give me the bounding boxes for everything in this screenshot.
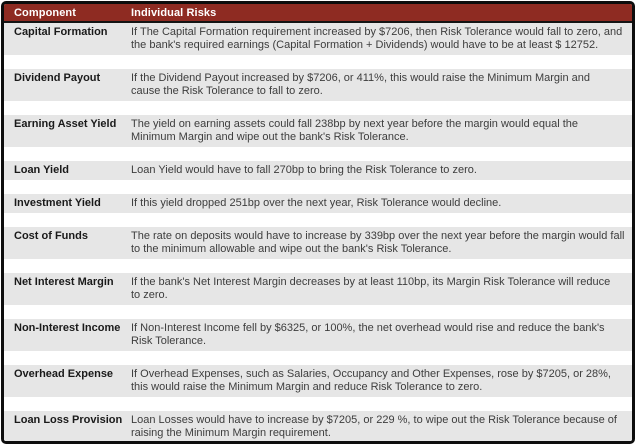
component-label: Capital Formation bbox=[14, 26, 108, 38]
component-label: Overhead Expense bbox=[14, 368, 114, 380]
header-component: Component bbox=[14, 6, 77, 19]
table-row bbox=[4, 227, 632, 259]
table-row bbox=[4, 23, 632, 55]
risk-text bbox=[131, 118, 632, 144]
component-label: Investment Yield bbox=[14, 197, 101, 209]
risk-text bbox=[131, 164, 632, 177]
risk-text bbox=[131, 368, 632, 394]
risk-line: If The Capital Formation requirement increased by $7206, then Risk Tolerance would fall to zero, and bbox=[131, 26, 623, 38]
risk-line: Loan Losses would have to increase by $7205, or 229 %, to wipe out the Risk Tolerance because of bbox=[131, 414, 617, 426]
component-label: Loan Loss Provision bbox=[14, 414, 123, 426]
component-label: Dividend Payout bbox=[14, 72, 101, 84]
risk-text bbox=[131, 414, 632, 440]
component-label: Earning Asset Yield bbox=[14, 118, 117, 130]
risk-line: to zero. bbox=[131, 289, 168, 301]
risk-line: The yield on earning assets could fall 238bp by next year before the margin would equal the bbox=[131, 118, 579, 130]
risk-text bbox=[131, 72, 632, 98]
table-row bbox=[4, 161, 632, 180]
risk-line: the bank's required earnings (Capital Formation + Dividends) would have to be at least $ 12752. bbox=[131, 39, 599, 51]
risk-text bbox=[131, 26, 632, 52]
table-row bbox=[4, 115, 632, 147]
component-label: Net Interest Margin bbox=[14, 276, 114, 288]
risk-line: If the bank's Net Interest Margin decreases by at least 110bp, its Margin Risk Tolerance will reduce bbox=[131, 276, 611, 288]
risk-line: Risk Tolerance. bbox=[131, 335, 206, 347]
risk-line: Loan Yield would have to fall 270bp to bring the Risk Tolerance to zero. bbox=[131, 164, 477, 176]
risk-line: If the Dividend Payout increased by $7206, or 411%, this would raise the Minimum Margin and bbox=[131, 72, 590, 84]
risk-line: this would raise the Minimum Margin and reduce Risk Tolerance to zero. bbox=[131, 381, 483, 393]
risk-line: Minimum Margin and wipe out the bank's Risk Tolerance. bbox=[131, 131, 409, 143]
table-row bbox=[4, 273, 632, 305]
table-row bbox=[4, 365, 632, 397]
component-label: Cost of Funds bbox=[14, 230, 88, 242]
risk-line: If Non-Interest Income fell by $6325, or 100%, the net overhead would rise and reduce the bank's bbox=[131, 322, 605, 334]
risk-line: The rate on deposits would have to increase by 339bp over the next year before the margin would fall bbox=[131, 230, 625, 242]
table-row bbox=[4, 69, 632, 101]
risk-line: If this yield dropped 251bp over the next year, Risk Tolerance would decline. bbox=[131, 197, 502, 209]
risk-line: If Overhead Expenses, such as Salaries, Occupancy and Other Expenses, rose by $7205, or 28%, bbox=[131, 368, 611, 380]
risk-text bbox=[131, 276, 632, 302]
header-individual-risks: Individual Risks bbox=[131, 6, 217, 19]
table-header-row bbox=[4, 4, 632, 23]
risk-line: to the minimum allowable and wipe out the bank's Risk Tolerance. bbox=[131, 243, 452, 255]
risk-line: raising the Minimum Margin requirement. bbox=[131, 427, 331, 439]
table-row bbox=[4, 411, 632, 443]
risk-text bbox=[131, 230, 632, 256]
risk-text bbox=[131, 197, 632, 210]
risk-table bbox=[1, 1, 635, 444]
component-label: Non-Interest Income bbox=[14, 322, 121, 334]
risk-line: cause the Risk Tolerance to fall to zero. bbox=[131, 85, 323, 97]
table-row bbox=[4, 319, 632, 351]
risk-text bbox=[131, 322, 632, 348]
table-row bbox=[4, 194, 632, 213]
component-label: Loan Yield bbox=[14, 164, 70, 176]
